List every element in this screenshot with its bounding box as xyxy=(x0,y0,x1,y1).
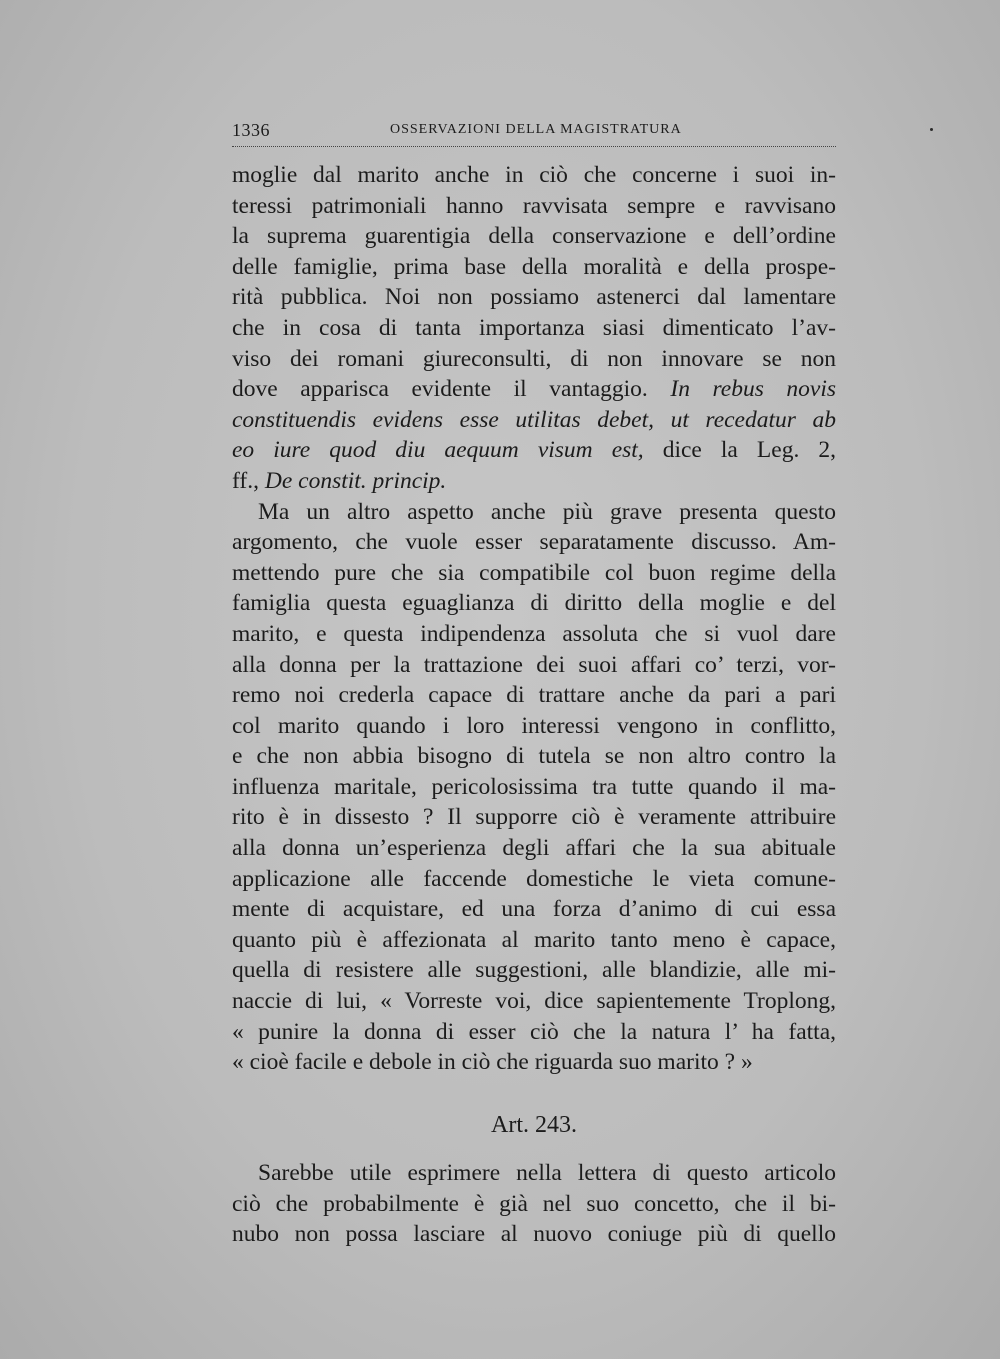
text-line xyxy=(232,527,836,558)
text-span: col marito quando i loro interessi vengono in conflitto, xyxy=(232,712,836,739)
paragraph-3 xyxy=(232,1158,836,1250)
text-span: famiglia questa eguaglianza di diritto della moglie e del xyxy=(232,590,836,617)
text-span: delle famiglie, prima base della moralità e della prospe- xyxy=(232,253,836,280)
text-line xyxy=(232,986,836,1017)
text-line xyxy=(232,772,836,803)
text-line xyxy=(232,344,836,375)
text-span: ff., xyxy=(232,467,265,494)
text-line xyxy=(232,252,836,283)
text-line xyxy=(232,741,836,772)
text-span: alla donna per la trattazione dei suoi affari co’ terzi, vor- xyxy=(232,651,836,678)
text-line xyxy=(232,282,836,313)
text-line xyxy=(232,466,836,497)
text-line xyxy=(232,1047,836,1078)
text-line xyxy=(232,435,836,466)
text-span: « punire la donna di esser ciò che la natura l’ ha fatta, xyxy=(232,1018,836,1045)
text-line xyxy=(232,1017,836,1048)
text-span: la suprema guarentigia della conservazione e dell’ordine xyxy=(232,223,836,250)
text-line xyxy=(232,680,836,711)
text-span: remo noi crederla capace di trattare anche da pari a pari xyxy=(232,682,836,709)
text-span: quanto più è affezionata al marito tanto meno è capace, xyxy=(232,926,836,953)
text-line xyxy=(232,1158,836,1189)
paragraph-1 xyxy=(232,160,836,497)
text-span: mettendo pure che sia compatibile col buon regime della xyxy=(232,559,836,586)
text-span: teressi patrimoniali hanno ravvisata sempre e ravvisano xyxy=(232,192,836,219)
header-rule xyxy=(232,146,836,147)
text-span: Ma un altro aspetto anche più grave presenta questo xyxy=(258,498,836,525)
italic-span: In rebus novis xyxy=(670,376,837,403)
text-line xyxy=(232,221,836,252)
text-span: dice la Leg. 2, xyxy=(643,437,836,464)
article-heading: Art. 243. xyxy=(491,1112,577,1138)
text-span: influenza maritale, pericolosissima tra tutte quando il ma- xyxy=(232,773,836,800)
text-line xyxy=(232,802,836,833)
text-span: marito, e questa indipendenza assoluta che si vuol dare xyxy=(232,620,836,647)
text-span: nubo non possa lasciare al nuovo coniuge più di quello xyxy=(232,1221,836,1248)
text-span: alla donna un’esperienza degli affari che la sua abituale xyxy=(232,835,836,862)
page-header xyxy=(232,120,836,142)
running-title: OSSERVAZIONI DELLA MAGISTRATURA xyxy=(390,122,682,137)
text-line xyxy=(232,160,836,191)
text-line xyxy=(232,711,836,742)
text-line xyxy=(232,558,836,589)
text-line xyxy=(232,1189,836,1220)
text-line xyxy=(232,833,836,864)
main-text xyxy=(232,160,836,1078)
paragraph-2 xyxy=(232,497,836,1078)
text-span: che in cosa di tanta importanza siasi dimenticato l’av- xyxy=(232,314,836,341)
text-line xyxy=(232,374,836,405)
text-line xyxy=(232,619,836,650)
italic-span: constituendis evidens esse utilitas debet, ut recedatur ab xyxy=(232,406,836,433)
page-number: 1336 xyxy=(232,120,270,140)
text-line xyxy=(232,313,836,344)
text-line xyxy=(232,588,836,619)
text-line xyxy=(232,497,836,528)
text-line xyxy=(232,1219,836,1250)
text-span: rità pubblica. Noi non possiamo astenerci dal lamentare xyxy=(232,284,836,311)
text-span: naccie di lui, « Vorreste voi, dice sapientemente Troplong, xyxy=(232,988,836,1015)
italic-span: eo iure quod diu aequum visum est, xyxy=(232,437,644,464)
text-span: dove apparisca evidente il vantaggio. xyxy=(232,376,671,403)
text-span: ciò che probabilmente è già nel suo concetto, che il bi- xyxy=(232,1190,836,1217)
text-span: e che non abbia bisogno di tutela se non altro contro la xyxy=(232,743,836,770)
text-span: « cioè facile e debole in ciò che riguarda suo marito ? » xyxy=(232,1049,753,1076)
text-line xyxy=(232,191,836,222)
text-span: Sarebbe utile esprimere nella lettera di questo articolo xyxy=(258,1160,836,1186)
text-line xyxy=(232,864,836,895)
text-span: argomento, che vuole esser separatamente discusso. Am- xyxy=(232,529,836,556)
text-line xyxy=(232,955,836,986)
text-span: moglie dal marito anche in ciò che concerne i suoi in- xyxy=(232,162,836,188)
ink-speck xyxy=(930,128,933,131)
text-span: applicazione alle faccende domestiche le vieta comune- xyxy=(232,865,836,892)
text-line xyxy=(232,650,836,681)
text-span: rito è in dissesto ? Il supporre ciò è veramente attribuire xyxy=(232,804,836,831)
text-line xyxy=(232,894,836,925)
text-span: viso dei romani giureconsulti, di non innovare se non xyxy=(232,345,836,372)
text-line xyxy=(232,925,836,956)
italic-span: De constit. princip. xyxy=(264,467,447,494)
text-span: quella di resistere alle suggestioni, alle blandizie, alle mi- xyxy=(232,957,836,984)
text-line xyxy=(232,405,836,436)
text-span: mente di acquistare, ed una forza d’animo di cui essa xyxy=(232,896,836,923)
